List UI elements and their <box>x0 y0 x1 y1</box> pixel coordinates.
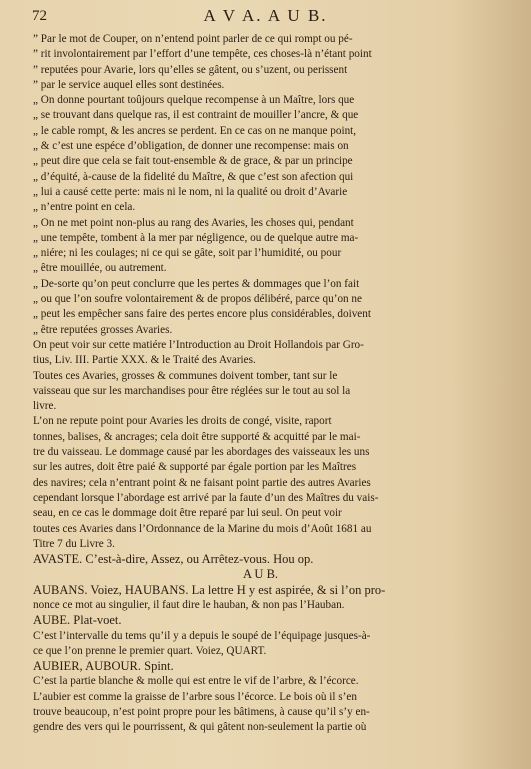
text-line: On peut voir sur cette matiére l’Introduction au Droit Hollandois par Gro- <box>33 338 364 351</box>
running-head: A V A. A U B. <box>203 6 328 25</box>
text-line: C’est l’intervalle du tems qu’il y a depuis le soupé de l’équipage jusques-à- <box>33 629 371 642</box>
text-line: seau, en ce cas le dommage doit être reparé par lui seul. On peut voir <box>33 507 342 520</box>
text-line: des navires; cela n’entrant point & ne faisant point partie des autres Avaries <box>33 476 371 489</box>
text-line: „ ou que l’on soufre volontairement & de propos délibéré, parce qu’on ne <box>33 293 362 306</box>
text-line: „ une tempête, tombent à la mer par négligence, ou de quelque autre ma- <box>33 231 359 244</box>
text-line: livre. <box>33 400 57 413</box>
page-header <box>0 6 531 28</box>
text-line: „ peut dire que cela se fait tout-ensemble & de grace, & par un principe <box>33 155 353 168</box>
entry-heading-aubier: AUBIER, AUBOUR. Spint. <box>33 659 174 674</box>
text-line: „ être reputées grosses Avaries. <box>33 323 173 336</box>
text-line: „ lui a causé cette perte: mais ni le nom, ni la qualité ou droit d’Avarie <box>33 185 348 198</box>
text-line: nonce ce mot au singulier, il faut dire le hauban, & non pas l’Hauban. <box>33 598 345 611</box>
text-line: ce que l’on prenne le premier quart. Voiez, QUART. <box>33 644 267 657</box>
text-line: tre du vaisseau. Le dommage causé par les abordages des vaisseaux les uns <box>33 446 370 459</box>
text-line: „ peut les empêcher sans faire des pertes encore plus considérables, doivent <box>33 308 371 321</box>
text-line: tonnes, balises, & ancrages; cela doit être supporté & acquitté par le mai- <box>33 430 361 443</box>
entry-heading-aubans: AUBANS. Voiez, HAUBANS. La lettre H y est aspirée, & si l’on pro- <box>33 582 386 597</box>
text-line: „ d’équité, à-cause de la fidelité du Maître, & que c’est son afection qui <box>33 170 354 183</box>
text-line: cependant lorsque l’abordage est arrivé par la faute d’un des Maîtres du vais- <box>33 491 379 504</box>
text-line: ” Par le mot de Couper, on n’entend point parler de ce qui rompt ou pé- <box>33 33 353 45</box>
text-line: tius, Liv. III. Partie XXX. & le Traité des Avaries. <box>33 354 256 367</box>
section-heading-aub: A U B. <box>242 567 279 582</box>
text-line: vaisseau que sur les marchandises pour être réglées sur le tout au sol la <box>33 384 351 397</box>
text-line: „ niére; ni les coulages; ni ce qui se gâte, soit par l’humidité, ou pour <box>33 247 342 260</box>
text-line: gendre des vers qui le pourrissent, & qui gâtent non-seulement la partie où <box>33 721 367 734</box>
text-line: ” reputées pour Avarie, lors qu’elles se gâtent, ou s’uzent, ou perissent <box>33 63 348 76</box>
text-line: ” rit involontairement par l’effort d’une tempête, ces choses-là n’étant point <box>33 48 372 61</box>
text-line: Toutes ces Avaries, grosses & communes doivent tomber, tant sur le <box>33 369 338 382</box>
text-line: „ être mouillée, ou autrement. <box>33 262 167 275</box>
text-line: „ le cable rompt, & les ancres se perdent. En ce cas on ne manque point, <box>33 124 357 137</box>
text-line: L’on ne repute point pour Avaries les droits de congé, visite, raport <box>33 415 332 428</box>
text-line: „ De-sorte qu’on peut conclurre que les pertes & dommages que l’on fait <box>33 277 360 290</box>
page-number: 72 <box>32 8 47 24</box>
text-line: L’aubier est comme la graisse de l’arbre sous l’écorce. Le bois où il s’en <box>33 690 357 703</box>
text-line: „ & c’est une espéce d’obligation, de donner une recompense: mais on <box>33 140 349 153</box>
text-line: ” par le service auquel elles sont destinées. <box>33 78 225 91</box>
text-line: toutes ces Avaries dans l’Ordonnance de la Marine du mois d’Août 1681 au <box>33 522 372 535</box>
text-line: „ se trouvant dans quelque ras, il est contraint de mouiller l’ancre, & que <box>33 109 359 122</box>
text-line: Titre 7 du Livre 3. <box>33 537 115 550</box>
page-body <box>33 32 488 736</box>
entry-heading-avaste: AVASTE. C’est-à-dire, Assez, ou Arrêtez-vous. Hou op. <box>33 552 314 567</box>
text-line: trouve beaucoup, n’est point propre pour les bâtimens, à cause qu’il s’y en- <box>33 706 370 719</box>
text-line: „ On donne pourtant toûjours quelque recompense à un Maître, lors que <box>33 94 355 107</box>
entry-heading-aube: AUBE. Plat-voet. <box>33 613 122 628</box>
text-line: „ n’entre point en cela. <box>33 201 136 214</box>
text-line: „ On ne met point non-plus au rang des Avaries, les choses qui, pendant <box>33 216 354 229</box>
text-line: C’est la partie blanche & molle qui est entre le vif de l’arbre, & l’écorce. <box>33 675 359 688</box>
text-line: sur les autres, doit être paié & supporté par égale portion par les Maîtres <box>33 461 357 474</box>
